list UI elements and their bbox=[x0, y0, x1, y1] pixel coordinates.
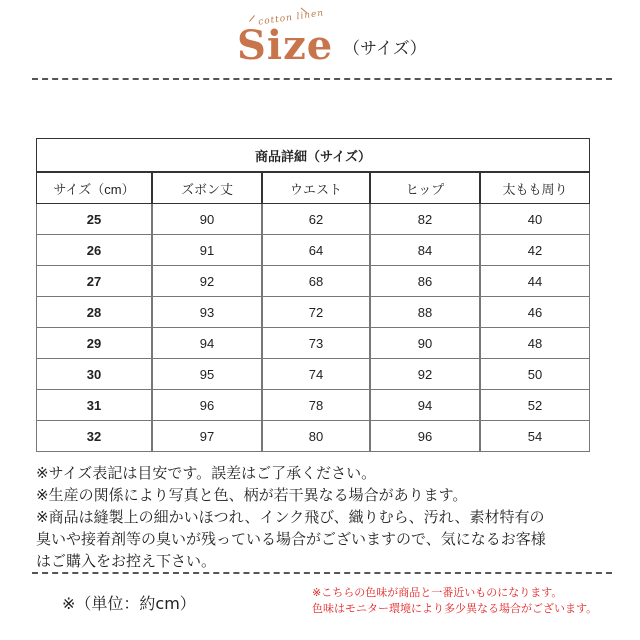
table-cell: 93 bbox=[152, 297, 262, 328]
table-cell: 91 bbox=[152, 235, 262, 266]
size-cell: 25 bbox=[36, 204, 152, 235]
table-cell: 90 bbox=[152, 204, 262, 235]
logo-decoration bbox=[249, 15, 255, 22]
logo-tagline: cotton linen bbox=[257, 8, 325, 28]
note-line: ※サイズ表記は目安です。誤差はご了承ください。 bbox=[36, 464, 377, 482]
size-cell: 26 bbox=[36, 235, 152, 266]
color-note-line: ※こちらの色味が商品と一番近いものになります。 bbox=[312, 586, 563, 599]
table-cell: 73 bbox=[262, 328, 370, 359]
size-cell: 28 bbox=[36, 297, 152, 328]
table-row bbox=[36, 297, 590, 328]
table-row bbox=[36, 328, 590, 359]
table-row bbox=[36, 421, 590, 452]
dashed-divider bbox=[32, 572, 612, 574]
table-cell: 92 bbox=[370, 359, 480, 390]
size-table bbox=[36, 138, 590, 452]
table-cell: 84 bbox=[370, 235, 480, 266]
size-cell: 30 bbox=[36, 359, 152, 390]
table-row bbox=[36, 266, 590, 297]
table-cell: 40 bbox=[480, 204, 590, 235]
table-cell: 94 bbox=[152, 328, 262, 359]
table-cell: 64 bbox=[262, 235, 370, 266]
size-cell: 32 bbox=[36, 421, 152, 452]
table-cell: 95 bbox=[152, 359, 262, 390]
color-note-line: 色味はモニター環境により多少異なる場合がございます。 bbox=[312, 602, 598, 615]
column-header: ウエスト bbox=[262, 172, 370, 204]
size-logo: Size bbox=[237, 22, 334, 69]
column-header: サイズ（cm） bbox=[36, 172, 152, 204]
table-cell: 96 bbox=[152, 390, 262, 421]
table-cell: 62 bbox=[262, 204, 370, 235]
column-header: ズボン丈 bbox=[152, 172, 262, 204]
table-cell: 80 bbox=[262, 421, 370, 452]
table-row bbox=[36, 235, 590, 266]
table-cell: 44 bbox=[480, 266, 590, 297]
note-line: はご購入をお控え下さい。 bbox=[36, 552, 217, 570]
column-header: 太もも周り bbox=[480, 172, 590, 204]
table-cell: 46 bbox=[480, 297, 590, 328]
table-cell: 72 bbox=[262, 297, 370, 328]
size-cell: 31 bbox=[36, 390, 152, 421]
table-row bbox=[36, 359, 590, 390]
table-row bbox=[36, 204, 590, 235]
table-cell: 78 bbox=[262, 390, 370, 421]
dashed-divider bbox=[32, 78, 612, 80]
table-cell: 54 bbox=[480, 421, 590, 452]
table-cell: 42 bbox=[480, 235, 590, 266]
table-cell: 52 bbox=[480, 390, 590, 421]
unit-note: ※（単位：約cm） bbox=[62, 594, 196, 613]
table-cell: 48 bbox=[480, 328, 590, 359]
table-cell: 74 bbox=[262, 359, 370, 390]
notes bbox=[36, 462, 626, 572]
table-cell: 97 bbox=[152, 421, 262, 452]
table-cell: 88 bbox=[370, 297, 480, 328]
size-cell: 29 bbox=[36, 328, 152, 359]
note-line: ※商品は縫製上の細かいほつれ、インク飛び、織りむら、汚れ、素材特有の bbox=[36, 508, 545, 526]
table-row bbox=[36, 390, 590, 421]
table-cell: 96 bbox=[370, 421, 480, 452]
table-header-row bbox=[36, 172, 590, 204]
table-cell: 92 bbox=[152, 266, 262, 297]
table-cell: 90 bbox=[370, 328, 480, 359]
table-cell: 50 bbox=[480, 359, 590, 390]
color-note bbox=[312, 585, 597, 617]
header bbox=[0, 0, 640, 80]
note-line: ※生産の関係により写真と色、柄が若干異なる場合があります。 bbox=[36, 486, 468, 504]
table-cell: 82 bbox=[370, 204, 480, 235]
page-subtitle: （サイズ） bbox=[343, 39, 427, 59]
table-cell: 94 bbox=[370, 390, 480, 421]
column-header: ヒップ bbox=[370, 172, 480, 204]
size-cell: 27 bbox=[36, 266, 152, 297]
table-cell: 86 bbox=[370, 266, 480, 297]
table-title: 商品詳細（サイズ） bbox=[36, 138, 590, 172]
note-line: 臭いや接着剤等の臭いが残っている場合がございますので、気になるお客様 bbox=[36, 530, 546, 548]
table-cell: 68 bbox=[262, 266, 370, 297]
